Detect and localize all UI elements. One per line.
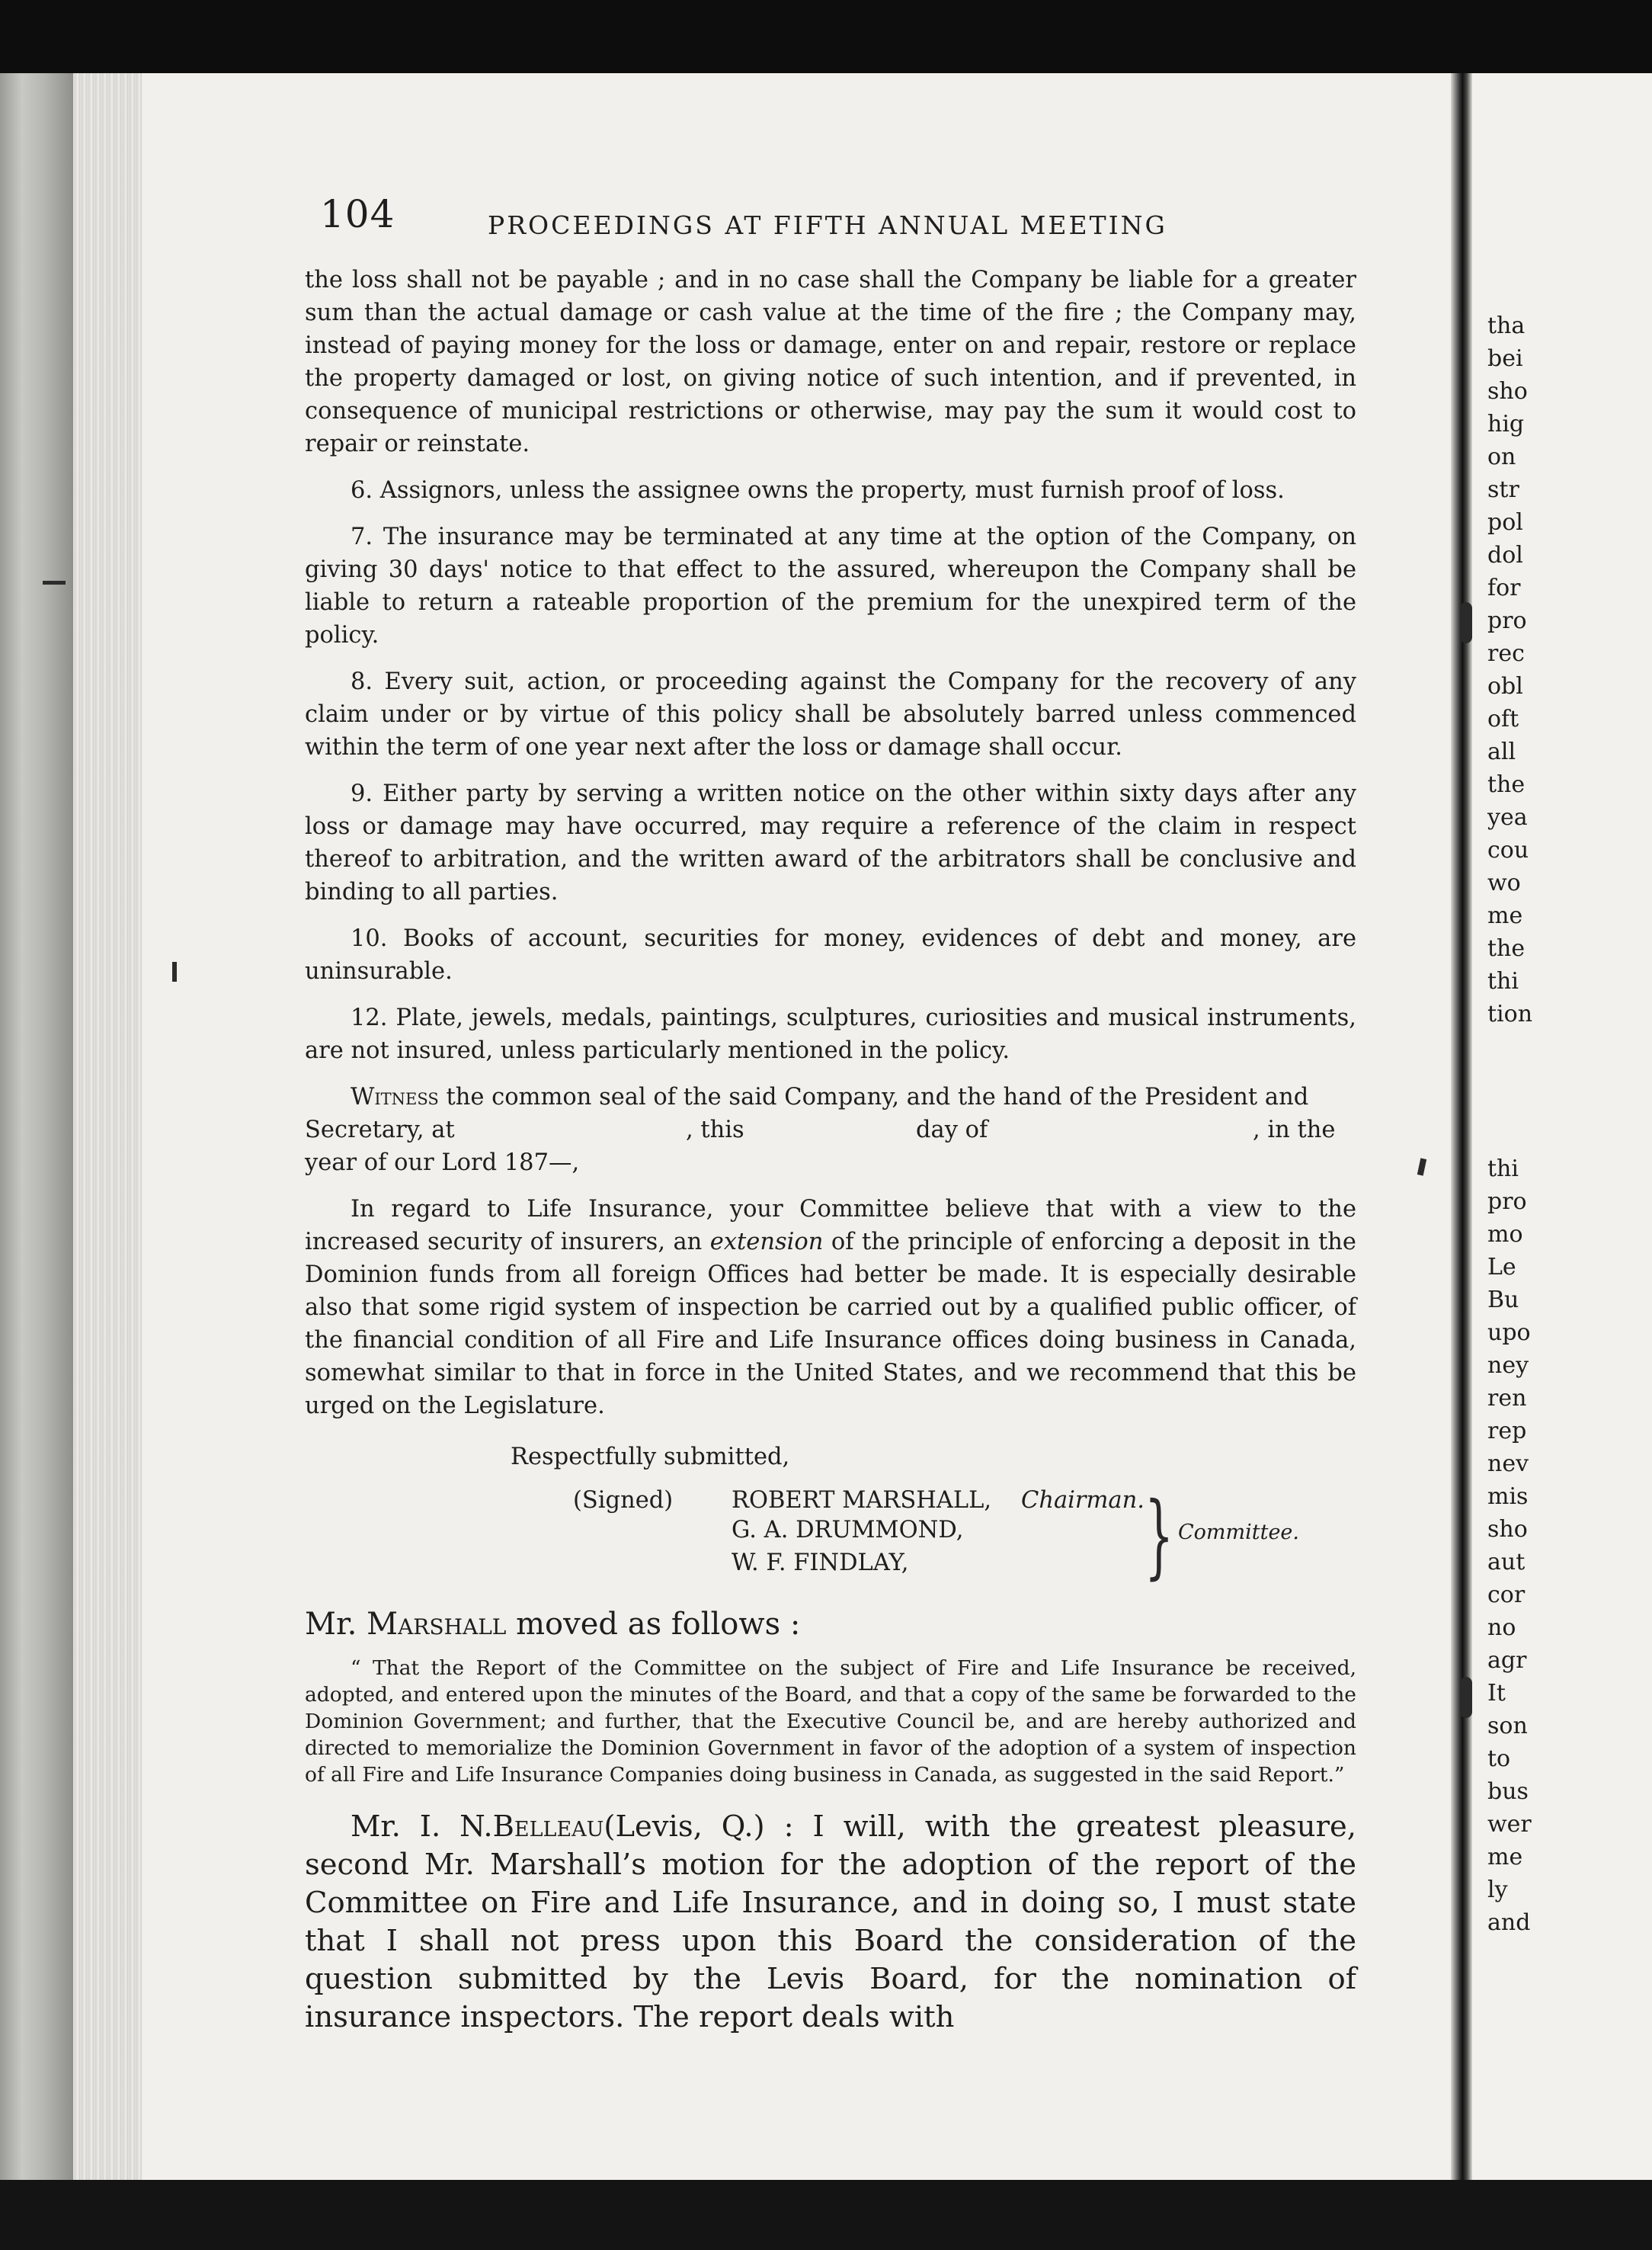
fragment-line: cor <box>1487 1582 1526 1608</box>
life-insurance-paragraph <box>305 1193 1356 1422</box>
fragment-line: sho <box>1487 1516 1528 1543</box>
fragment-line: me <box>1487 902 1523 929</box>
page-number: 104 <box>320 192 395 236</box>
speech-text: I will, with the greatest pleasure, second Mr. Marshall’s motion for the adoption of the report of the Committee on Fire and Life Insurance, and in doing so, I must state that I shall not press upon this Board the consideration of the question submitted by the Levis Board, for the nomination of insurance inspectors. The report deals with <box>305 1809 1357 2034</box>
right-page-fragments-bottom <box>1487 1152 1532 1939</box>
signatory-1: ROBERT MARSHALL, <box>732 1487 992 1514</box>
fragment-line: rep <box>1487 1418 1527 1444</box>
resolution-block <box>305 1655 1356 1788</box>
signature-block <box>305 1481 1356 1588</box>
motion-suffix: moved as follows : <box>516 1607 801 1642</box>
witness-text: the common seal of the said Company, and the hand of the President and <box>446 1084 1309 1111</box>
speaker-name: Belleau <box>492 1809 604 1844</box>
binding-thread <box>1460 1677 1472 1718</box>
page-body <box>305 264 1356 2037</box>
motion-heading <box>305 1604 1356 1644</box>
fragment-line: wo <box>1487 870 1521 896</box>
fragment-line: pro <box>1487 1188 1527 1215</box>
fragment-line: and <box>1487 1909 1531 1936</box>
clause-6: 6. Assignors, unless the assignee owns the property, must furnish proof of loss. <box>351 477 1285 504</box>
signed-label: (Signed) <box>573 1487 674 1514</box>
fragment-line: all <box>1487 739 1516 765</box>
fragment-line: oft <box>1487 706 1519 732</box>
fragment-line: to <box>1487 1745 1511 1772</box>
closing-line: Respectfully submitted, <box>511 1444 790 1470</box>
motion-prefix: Mr. <box>305 1607 357 1642</box>
right-page-fragments-top <box>1487 309 1532 1030</box>
fragment-line: sho <box>1487 378 1528 405</box>
fragment-line: mo <box>1487 1221 1523 1248</box>
fragment-line: pol <box>1487 509 1523 536</box>
clause-9: 9. Either party by serving a written notice on the other within sixty days after any loss or damage may have occurred, may require a reference of the claim in respect thereof to arbitration, and the written award of the arbitrators shall be conclusive and binding to all parties. <box>305 780 1356 905</box>
signatory-3: W. F. FINDLAY, <box>732 1550 909 1576</box>
fragment-line: yea <box>1487 804 1528 831</box>
witness-secretary: Secretary, at <box>305 1117 455 1143</box>
ink-speck <box>43 581 66 585</box>
fragment-line: aut <box>1487 1549 1526 1575</box>
life-text-1: In regard to Life Insurance, your Committee believe that with a view to the increased security of insurers, an <box>305 1196 1356 1255</box>
witness-in-the: , in the <box>1253 1117 1336 1143</box>
clause-12: 12. Plate, jewels, medals, paintings, sculptures, curiosities and musical instruments, are not insured, unless particularly mentioned in the policy. <box>305 1005 1356 1064</box>
fragment-line: Bu <box>1487 1287 1519 1313</box>
fragment-line: pro <box>1487 607 1527 634</box>
fragment-line: the <box>1487 771 1526 798</box>
paragraph-loss: the loss shall not be payable ; and in no case shall the Company be liable for a greater sum than the actual damage or cash value at the time of the fire ; the Company may, instead of paying money for the loss or damage, enter on and repair, restore or replace the property damaged or lost, on giving notice of such intention, and if prevented, in consequence of municipal restrictions or otherwise, may pay the sum it would cost to repair or reinstate. <box>305 267 1356 457</box>
signatory-1-role: Chairman. <box>1021 1487 1145 1514</box>
witness-clause <box>305 1081 1356 1114</box>
speaker-prefix: Mr. I. N. <box>351 1809 493 1844</box>
fragment-line: me <box>1487 1844 1523 1870</box>
fragment-line: ney <box>1487 1352 1529 1379</box>
speech-paragraph <box>305 1808 1356 2037</box>
scan-top-border <box>0 0 1652 73</box>
fragment-line: ly <box>1487 1877 1508 1903</box>
fragment-line: obl <box>1487 673 1523 700</box>
fragment-line: thi <box>1487 1155 1519 1182</box>
ink-speck <box>172 962 177 982</box>
curly-brace: } <box>1145 1483 1174 1589</box>
fragment-line: nev <box>1487 1450 1529 1477</box>
fragment-line: tion <box>1487 1001 1533 1027</box>
fragment-line: hig <box>1487 411 1525 438</box>
fragment-line: str <box>1487 476 1519 503</box>
fragment-line: wer <box>1487 1811 1532 1838</box>
fragment-line: son <box>1487 1713 1528 1739</box>
witness-year: year of our Lord 187—, <box>305 1149 580 1176</box>
fragment-line: rec <box>1487 640 1525 667</box>
fragment-line: mis <box>1487 1483 1529 1510</box>
witness-blank-line <box>305 1114 1356 1146</box>
witness-word: Witness <box>351 1084 439 1111</box>
running-head: PROCEEDINGS AT FIFTH ANNUAL MEETING <box>488 210 1167 240</box>
fragment-line: for <box>1487 575 1521 601</box>
fragment-line: the <box>1487 935 1526 962</box>
fragment-line: agr <box>1487 1647 1527 1674</box>
clause-10: 10. Books of account, securities for money, evidences of debt and money, are uninsurable. <box>305 925 1356 985</box>
signatory-2: G. A. DRUMMOND, <box>732 1517 964 1543</box>
motion-name: Marshall <box>367 1607 507 1642</box>
right-page <box>1472 73 1652 2180</box>
fragment-line: no <box>1487 1614 1516 1641</box>
clause-7: 7. The insurance may be terminated at any time at the option of the Company, on giving 30 days' notice to that effect to the assured, whereupon the Company shall be liable to return a rateable proportion of the premium for the unexpired term of the policy. <box>305 524 1356 649</box>
witness-this: , this <box>686 1117 744 1143</box>
resolution-text: “ That the Report of the Committee on the subject of Fire and Life Insurance be received, adopted, and entered upon the minutes of the Board, and that a copy of the same be forwarded to the Dominion Government; and further, that the Executive Council be, and are hereby authorized and directed to memorialize the Dominion Government in favor of the adoption of a system of inspection of all Fire and Life Insurance Companies doing business in Canada, as suggested in the said Report.” <box>305 1656 1356 1787</box>
fragment-line: on <box>1487 444 1516 470</box>
page-stack-edge <box>73 73 142 2180</box>
clause-8: 8. Every suit, action, or proceeding against the Company for the recovery of any claim under or by virtue of this policy shall be absolutely barred unless commenced within the term of one year next after the loss or damage shall occur. <box>305 668 1356 761</box>
binding-thread <box>1460 602 1472 643</box>
fragment-line: dol <box>1487 542 1523 569</box>
fragment-line: cou <box>1487 837 1529 864</box>
book-gutter <box>1451 73 1472 2180</box>
fragment-line: tha <box>1487 312 1526 339</box>
fragment-line: bus <box>1487 1778 1529 1805</box>
fragment-line: ren <box>1487 1385 1527 1412</box>
speaker-place: (Levis, Q.) : <box>603 1809 794 1844</box>
committee-label: Committee. <box>1178 1521 1299 1544</box>
witness-day-of: day of <box>916 1117 988 1143</box>
life-text-2: of the principle of enforcing a deposit in the Dominion funds from all foreign Offices had better be made. It is especially desirable also that some rigid system of inspection be carried out by a qualified public officer, of the financial condition of all Fire and Life Insurance offices doing business in Canada, somewhat similar to that in force in the United States, and we recommend that this be urged on the Legislature. <box>305 1229 1356 1419</box>
fragment-line: thi <box>1487 968 1519 995</box>
fragment-line: Le <box>1487 1254 1516 1280</box>
scan-bottom-border <box>0 2180 1652 2250</box>
book-edge <box>0 73 73 2180</box>
fragment-line: It <box>1487 1680 1506 1707</box>
fragment-line: upo <box>1487 1319 1531 1346</box>
fragment-line: bei <box>1487 345 1523 372</box>
emphasis-extension: extension <box>709 1229 824 1255</box>
